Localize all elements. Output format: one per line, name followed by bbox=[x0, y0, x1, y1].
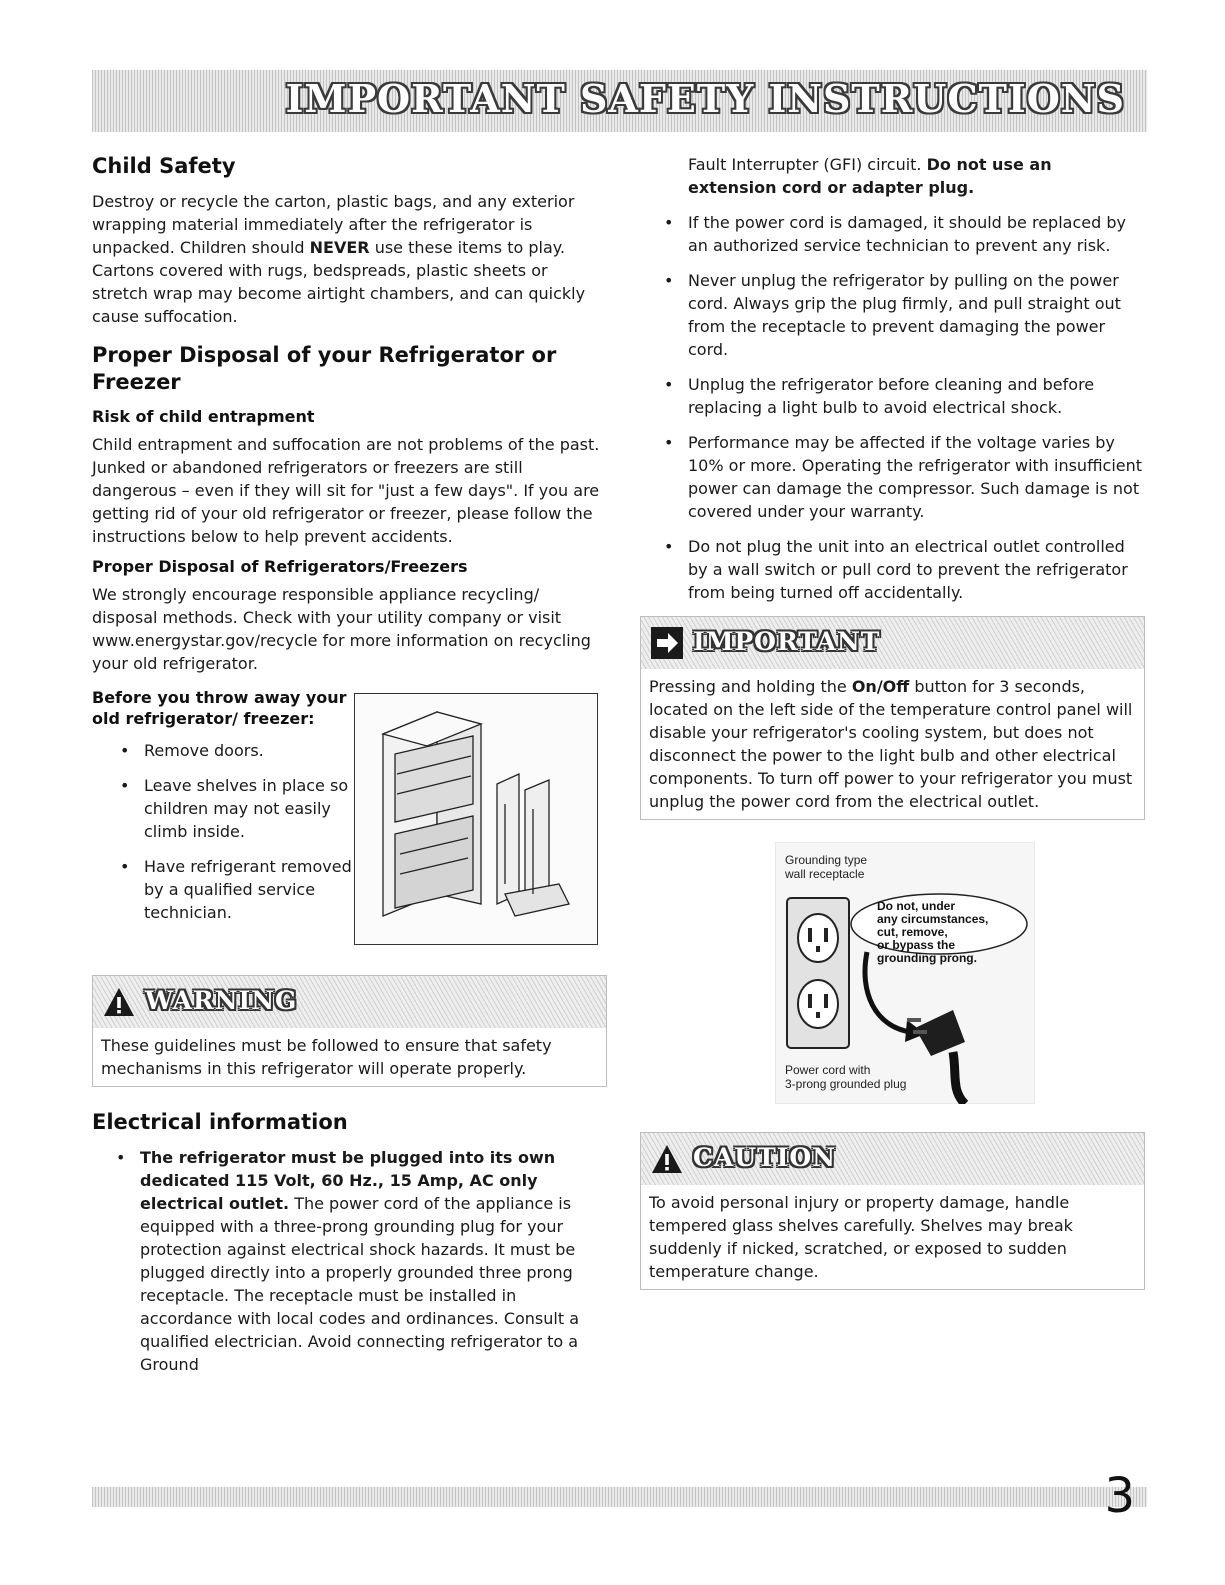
child-safety-heading: Child Safety bbox=[92, 154, 236, 178]
important-text-part1: Pressing and holding the bbox=[649, 677, 852, 696]
list-item: • Unplug the refrigerator before cleaning and before replacing a light bulb to avoid electrical shock. bbox=[640, 373, 1145, 419]
electrical-cont-text: Fault Interrupter (GFI) circuit. bbox=[688, 155, 927, 174]
prong-warning-line3: cut, remove, bbox=[877, 925, 948, 939]
important-bold: On/Off bbox=[851, 677, 910, 696]
disposal-subheading: Proper Disposal of Refrigerators/Freezers bbox=[92, 557, 468, 576]
warning-triangle-icon bbox=[103, 986, 135, 1018]
prong-warning-line2: any circumstances, bbox=[877, 912, 989, 926]
title-banner bbox=[92, 70, 1147, 132]
footer-band bbox=[92, 1487, 1147, 1507]
list-item: • Performance may be affected if the voltage varies by 10% or more. Operating the refrigerator with insufficient power can damage the compressor. Such damage is not covered under your warranty. bbox=[640, 431, 1145, 523]
important-label: IMPORTANT bbox=[693, 627, 881, 656]
electrical-list-start bbox=[92, 1146, 607, 1376]
outlet-socket-top bbox=[798, 914, 838, 962]
important-header bbox=[641, 617, 1144, 669]
important-text-part2: button for 3 seconds, located on the left side of the temperature control panel will disable your refrigerator's cooling system, but does not disconnect the power to the light bulb and other electrical components. To turn off power to your refrigerator you must unplug the power cord from the electrical outlet. bbox=[649, 677, 1133, 811]
outlet-drawing bbox=[775, 842, 1035, 1104]
caution-label: CAUTION bbox=[693, 1143, 837, 1172]
refrigerator-illustration bbox=[354, 693, 598, 945]
disposal-heading: Proper Disposal of your Refrigerator or Freezer bbox=[92, 343, 557, 394]
page-number: 3 bbox=[1104, 1468, 1135, 1524]
warning-text: These guidelines must be followed to ensure that safety mechanisms in this refrigerator will operate properly. bbox=[101, 1036, 552, 1078]
warning-triangle-icon bbox=[651, 1143, 683, 1175]
throw-away-heading: Before you throw away your old refrigerator/ freezer: bbox=[92, 688, 347, 728]
refrigerator-drawing bbox=[355, 694, 597, 944]
throw-away-section bbox=[92, 687, 607, 965]
plug-label-line1: Power cord with bbox=[785, 1063, 871, 1077]
warning-header bbox=[93, 976, 606, 1028]
electrical-cont-bold: Do not use an extension cord or adapter plug. bbox=[688, 155, 1052, 197]
child-safety-text-part2: use these items to play. Cartons covered with rugs, bedspreads, plastic sheets or stretch wrap may become airtight chambers, and can quickly cause suffocation. bbox=[92, 238, 586, 326]
throw-away-list bbox=[92, 739, 352, 924]
child-safety-text bbox=[92, 190, 607, 328]
disposal-subtext: We strongly encourage responsible appliance recycling/ disposal methods. Check with your utility company or visit www.energystar.gov/recycle for more information on recycling your old refrigerator. bbox=[92, 585, 591, 673]
warning-label: WARNING bbox=[145, 986, 298, 1015]
receptacle-label-line1: Grounding type bbox=[785, 853, 868, 867]
electrical-heading: Electrical information bbox=[92, 1110, 348, 1134]
list-item: • Do not plug the unit into an electrical outlet controlled by a wall switch or pull cord to prevent the refrigerator from being turned off accidentally. bbox=[640, 535, 1145, 604]
important-callout bbox=[640, 616, 1145, 820]
risk-heading: Risk of child entrapment bbox=[92, 407, 315, 426]
caution-callout bbox=[640, 1132, 1145, 1290]
important-text bbox=[649, 675, 1136, 813]
list-item: • Have refrigerant removed by a qualified service technician. bbox=[92, 855, 352, 924]
right-column bbox=[640, 153, 1145, 1312]
electrical-list bbox=[640, 211, 1145, 604]
risk-text: Child entrapment and suffocation are not problems of the past. Junked or abandoned refrigerators or freezers are still dangerous – even if they will sit for "just a few days". If you are getting rid of your old refrigerator or freezer, please follow the instructions below to help prevent accidents. bbox=[92, 435, 600, 546]
prong-warning-line5: grounding prong. bbox=[877, 951, 977, 965]
prong-warning-line4: or bypass the bbox=[877, 938, 956, 952]
left-column bbox=[92, 153, 607, 1388]
list-item: • Never unplug the refrigerator by pulling on the power cord. Always grip the plug firmly, and pull straight out from the receptacle to prevent damaging the power cord. bbox=[640, 269, 1145, 361]
list-item: • If the power cord is damaged, it should be replaced by an authorized service technician to prevent any risk. bbox=[640, 211, 1145, 257]
caution-header bbox=[641, 1133, 1144, 1185]
electrical-item1-bold: The refrigerator must be plugged into its own dedicated 115 Volt, 60 Hz., 15 Amp, AC only electrical outlet. bbox=[140, 1148, 556, 1213]
receptacle-label-line2: wall receptacle bbox=[785, 867, 865, 881]
prong-warning-line1: Do not, under bbox=[877, 899, 955, 913]
arrow-right-icon bbox=[651, 627, 683, 659]
plug-label-line2: 3-prong grounded plug bbox=[785, 1077, 907, 1091]
outlet-illustration bbox=[775, 842, 1035, 1104]
child-safety-text-part1: Destroy or recycle the carton, plastic bags, and any exterior wrapping material immediately after the refrigerator is unpacked. Children should bbox=[92, 192, 575, 257]
warning-callout bbox=[92, 975, 607, 1087]
caution-text: To avoid personal injury or property damage, handle tempered glass shelves carefully. Shelves may break suddenly if nicked, scratched, or exposed to sudden temperature change. bbox=[649, 1193, 1073, 1281]
list-item: • Remove doors. bbox=[92, 739, 352, 762]
electrical-continued bbox=[640, 153, 1145, 199]
outlet-socket-bottom bbox=[798, 980, 838, 1028]
page-title: IMPORTANT SAFETY INSTRUCTIONS bbox=[285, 76, 1125, 121]
list-item: • Leave shelves in place so children may not easily climb inside. bbox=[92, 774, 352, 843]
electrical-item1-text: The power cord of the appliance is equipped with a three-prong grounding plug for your protection against electrical shock hazards. It must be plugged directly into a properly grounded three prong receptacle. The receptacle must be installed in accordance with local codes and ordinances. Consult a qualified electrician. Avoid connecting refrigerator to a Ground bbox=[140, 1194, 580, 1374]
child-safety-never: NEVER bbox=[309, 238, 370, 257]
list-item bbox=[92, 1146, 607, 1376]
